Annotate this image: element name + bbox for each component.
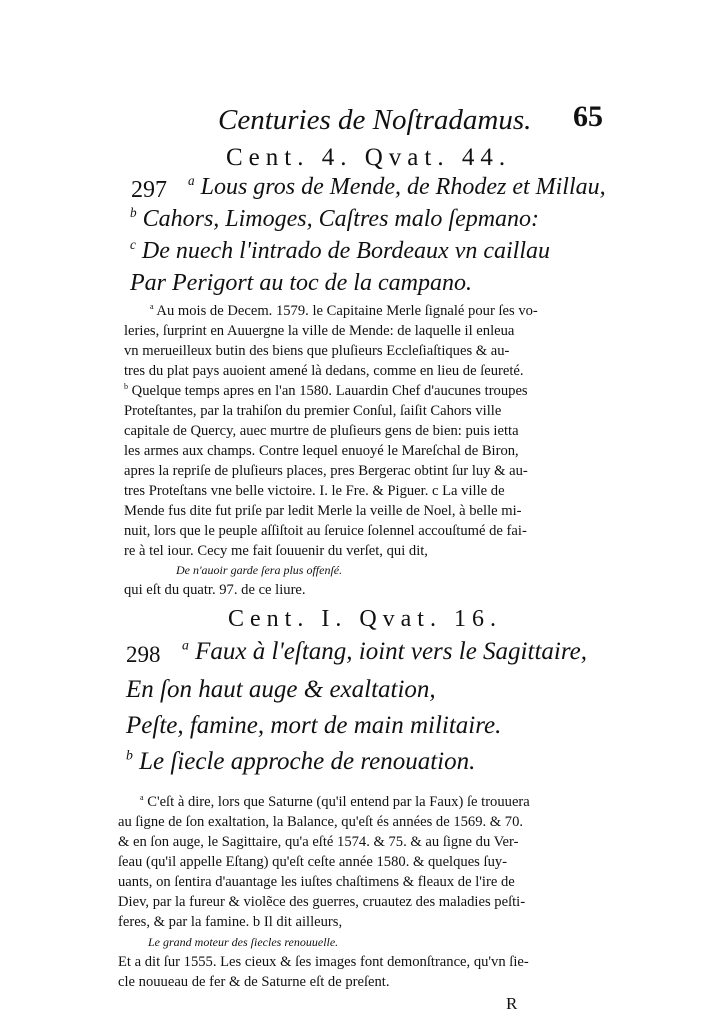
commentary-line: Diev, par la fureur & violẽce des guerres, cruautez des maladies peſti- xyxy=(118,894,526,910)
verse-text: Faux à l'eſtang, ioint vers le Sagittaire, xyxy=(195,638,587,665)
commentary-line: $^b$ Quelque temps apres en l'an 1580. Lauardin Chef d'aucunes troupes xyxy=(124,382,528,399)
verse-text: Par Perigort au toc de la campano. xyxy=(130,270,472,296)
verse-line xyxy=(126,712,501,740)
commentary-line: capitale de Quercy, auec murtre de pluſieurs gens de bien: puis ietta xyxy=(124,423,519,439)
section-heading: Cent. I. Qvat. 16. xyxy=(228,606,502,632)
verse-line xyxy=(130,270,472,297)
commentary-line: $^a$ C'eſt à dire, lors que Saturne (qu'il entend par la Faux) ſe trouuera xyxy=(140,793,530,810)
signature-mark: R xyxy=(506,994,518,1013)
commentary-line: apres la repriſe de pluſieurs places, pres Bergerac obtint ſur luy & au- xyxy=(124,463,528,479)
commentary-line: ſeau (qu'il appelle Eſtang) qu'eſt ceſte année 1580. & quelques ſuy- xyxy=(118,854,508,870)
quoted-verse: Le grand moteur des ſiecles renouuelle. xyxy=(148,935,339,949)
commentary-line: les armes aux champs. Contre lequel enuoyé le Mareſchal de Biron, xyxy=(124,443,519,459)
commentary-line: nuit, lors que le peuple aſſiſtoit au ſeruice ſolennel accouſtumé de fai- xyxy=(124,523,527,539)
page-number: 65 xyxy=(573,100,603,133)
verse-line xyxy=(188,174,606,201)
note-marker: b xyxy=(124,382,129,392)
commentary-line: $^a$ Au mois de Decem. 1579. le Capitaine Merle ſignalé pour ſes vo- xyxy=(150,302,538,319)
note-marker: a xyxy=(150,302,154,312)
commentary-line: tres du plat pays auoient amené là dedans, comme en lieu de ſeureté. xyxy=(124,363,524,379)
commentary-line: vn merueilleux butin des biens que pluſieurs Eccleſiaſtiques & au- xyxy=(124,343,510,359)
commentary-line: leries, ſurprint en Auuergne la ville de Mende: de laquelle il enleua xyxy=(124,323,515,339)
commentary-line: uants, on ſentira d'auantage les iuſtes chaſtimens & fleaux de l'ire de xyxy=(118,874,515,890)
commentary-line: Et a dit ſur 1555. Les cieux & ſes images font demonſtrance, qu'vn ſie- xyxy=(118,954,529,970)
commentary-line: & en ſon auge, le Sagittaire, qu'a eſté 1574. & 75. & au ſigne du Ver- xyxy=(118,834,519,850)
verse-line xyxy=(130,206,539,233)
note-marker: c xyxy=(130,237,136,252)
verse-line xyxy=(126,676,436,704)
commentary-line: Mende fus dite fut priſe par ledit Merle la veille de Noel, à belle mi- xyxy=(124,503,522,519)
commentary-line: tres Proteſtans vne belle victoire. I. le Fre. & Piguer. c La ville de xyxy=(124,483,505,499)
commentary-line: qui eſt du quatr. 97. de ce liure. xyxy=(124,582,306,598)
verse-text: Cahors, Limoges, Caſtres malo ſepmano: xyxy=(142,206,540,232)
note-marker: b xyxy=(130,205,137,220)
note-marker: a xyxy=(188,173,195,188)
quatrain-number: 297 xyxy=(131,177,167,203)
quoted-verse: De n'auoir garde ſera plus offenſé. xyxy=(176,563,343,577)
verse-line xyxy=(130,238,550,265)
section-heading: Cent. 4. Qvat. 44. xyxy=(226,144,512,171)
verse-text: Peſte, famine, mort de main militaire. xyxy=(126,712,502,739)
note-marker: a xyxy=(140,793,144,803)
commentary-line: au ſigne de ſon exaltation, la Balance, qu'eſt és années de 1569. & 70. xyxy=(118,814,524,830)
commentary-line: re à tel iour. Cecy me fait ſouuenir du verſet, qui dit, xyxy=(124,543,428,559)
verse-text: En ſon haut auge & exaltation, xyxy=(126,676,436,703)
verse-text: Le ſiecle approche de renouation. xyxy=(139,748,476,775)
verse-text: De nuech l'intrado de Bordeaux vn caillau xyxy=(141,238,550,264)
commentary-line: Proteſtantes, par la trahiſon du premier Conſul, ſaiſit Cahors ville xyxy=(124,403,502,419)
note-marker: a xyxy=(182,637,189,653)
commentary-line: feres, & par la famine. b Il dit ailleurs, xyxy=(118,914,343,930)
verse-line xyxy=(126,748,475,776)
quatrain-number: 298 xyxy=(126,642,161,667)
verse-line xyxy=(182,638,587,666)
note-marker: b xyxy=(126,747,133,763)
commentary-line: cle nouueau de fer & de Saturne eſt de preſent. xyxy=(118,974,390,990)
verse-text: Lous gros de Mende, de Rhodez et Millau, xyxy=(200,174,606,200)
running-title: Centuries de Noſtradamus. xyxy=(218,104,532,136)
